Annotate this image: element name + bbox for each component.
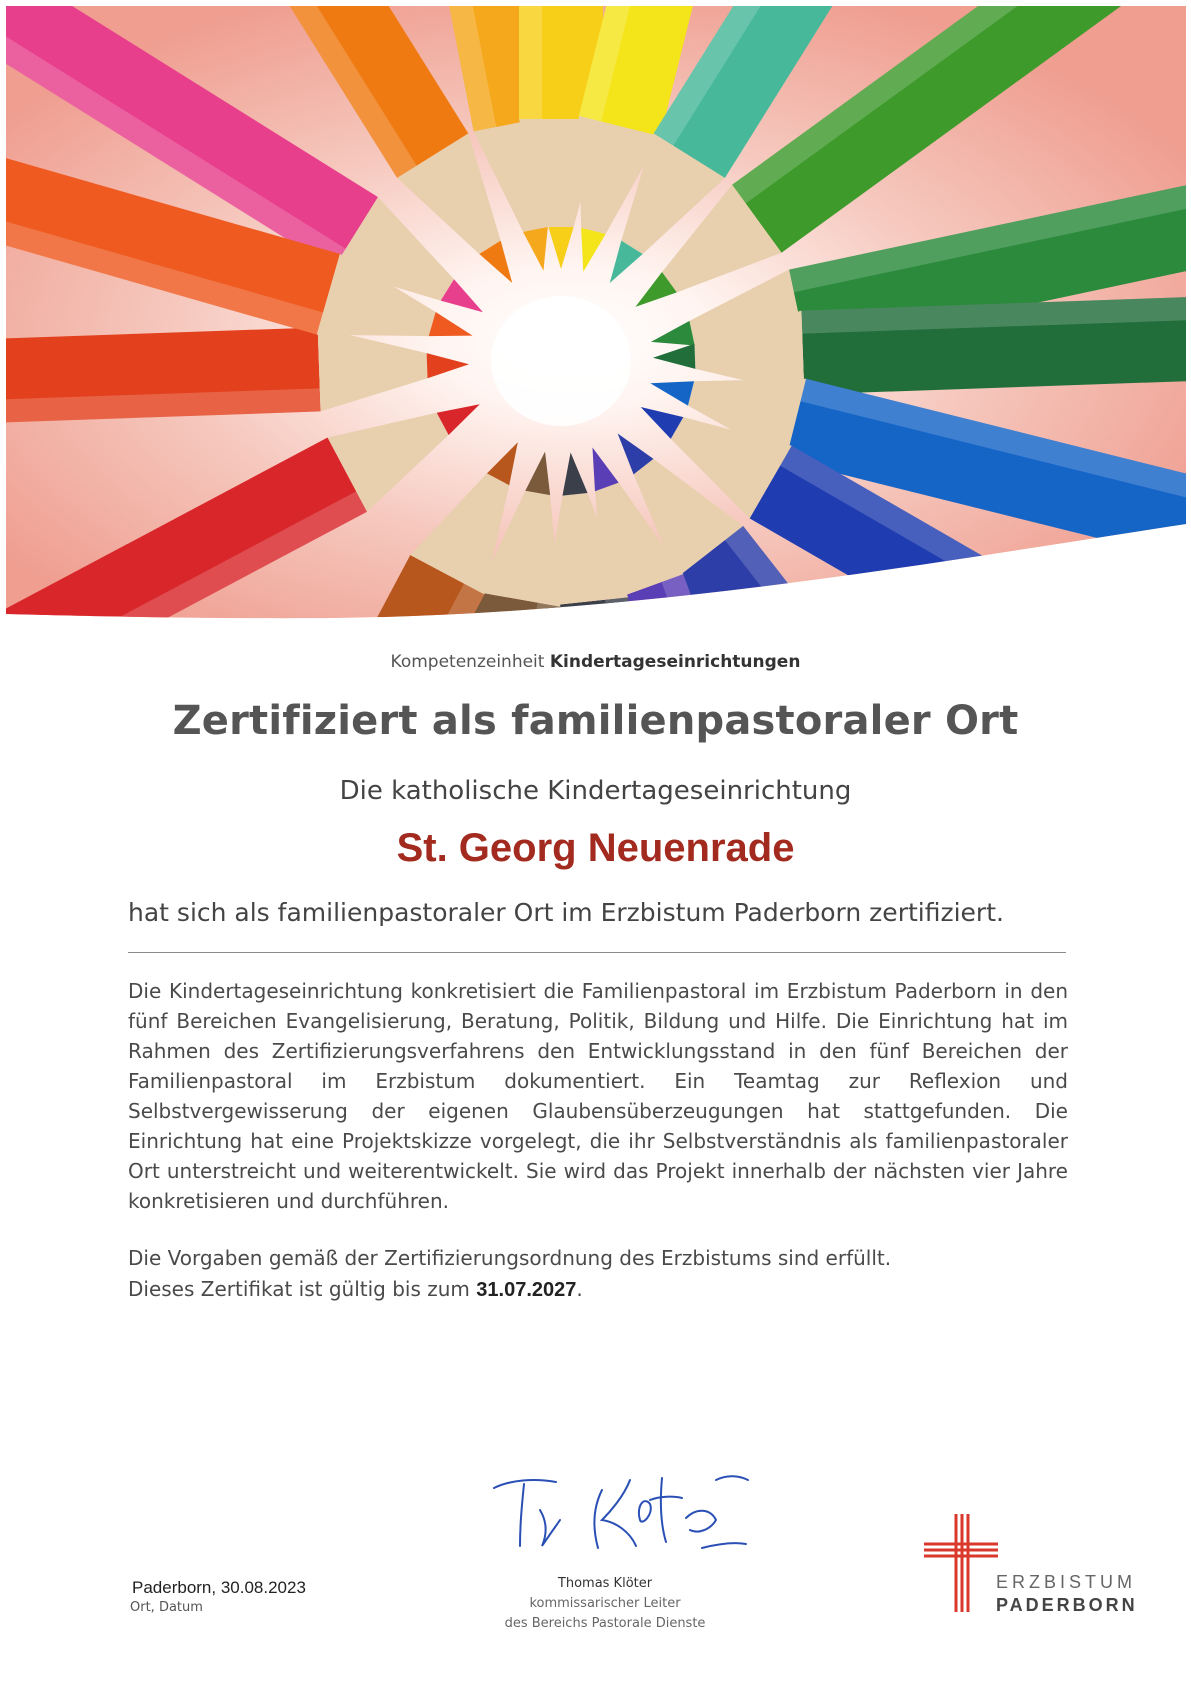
certificate-body: Die Kindertageseinrichtung konkretisiert die Familienpastoral im Erzbistum Paderborn in den fünf Bereichen Evangelisierung, Beratung, Politik, Bildung und Hilfe. Die Einrichtung hat im Rahmen des Zertifizierungsverfahrens den Entwicklungsstand in den fünf Bereichen der Familienpastoral im Erzbistum dokumentiert. Ein Teamtag zur Reflexion und Selbstvergewisserung der eigenen Glaubensüberzeugungen hat stattgefunden. Die Einrichtung hat eine Projektskizze vorgelegt, die ihr Selbstverständnis als familienpastoraler Ort unterstreicht und weiterentwickelt. Sie wird das Projekt innerhalb der nächsten vier Jahre konkretisieren und durchführen. <box>128 979 1068 1213</box>
archdiocese-cross-icon <box>922 1512 1002 1614</box>
pencils-illustration <box>6 6 1186 620</box>
unit-label-bold: Kindertageseinrichtungen <box>549 652 801 672</box>
divider <box>128 952 1066 953</box>
place-date: Paderborn, 30.08.2023 <box>132 1578 306 1597</box>
certificate-title: Zertifiziert als familienpastoraler Ort <box>172 698 1019 744</box>
unit-label <box>0 652 1191 672</box>
signer-role-line1: kommissarischer Leiter <box>529 1596 681 1611</box>
signer-name: Thomas Klöter <box>557 1576 653 1591</box>
facility-name: St. Georg Neuenrade <box>396 826 795 870</box>
logo-line-1: ERZBISTUM <box>996 1572 1137 1592</box>
certification-statement: hat sich als familienpastoraler Ort im Erzbistum Paderborn zertifiziert. <box>128 898 1004 927</box>
valid-until-date: 31.07.2027 <box>476 1279 577 1301</box>
signer-role <box>470 1594 740 1634</box>
archdiocese-logo-text <box>996 1572 1138 1616</box>
unit-label-prefix: Kompetenzeinheit <box>390 652 545 672</box>
signer-role-line2: des Bereichs Pastorale Dienste <box>504 1616 706 1631</box>
requirements-block <box>128 1243 1068 1306</box>
requirements-line: Die Vorgaben gemäß der Zertifizierungsordnung des Erzbistums sind erfüllt. <box>128 1246 892 1270</box>
certificate-subtitle: Die katholische Kindertageseinrichtung <box>339 776 852 806</box>
colored-pencils-circle-image <box>6 6 1186 620</box>
validity-prefix: Dieses Zertifikat ist gültig bis zum <box>128 1277 470 1301</box>
place-date-caption: Ort, Datum <box>130 1600 203 1615</box>
signature <box>490 1460 750 1560</box>
validity-line <box>128 1274 1068 1306</box>
logo-line-2: PADERBORN <box>996 1595 1138 1615</box>
validity-suffix: . <box>576 1277 583 1301</box>
